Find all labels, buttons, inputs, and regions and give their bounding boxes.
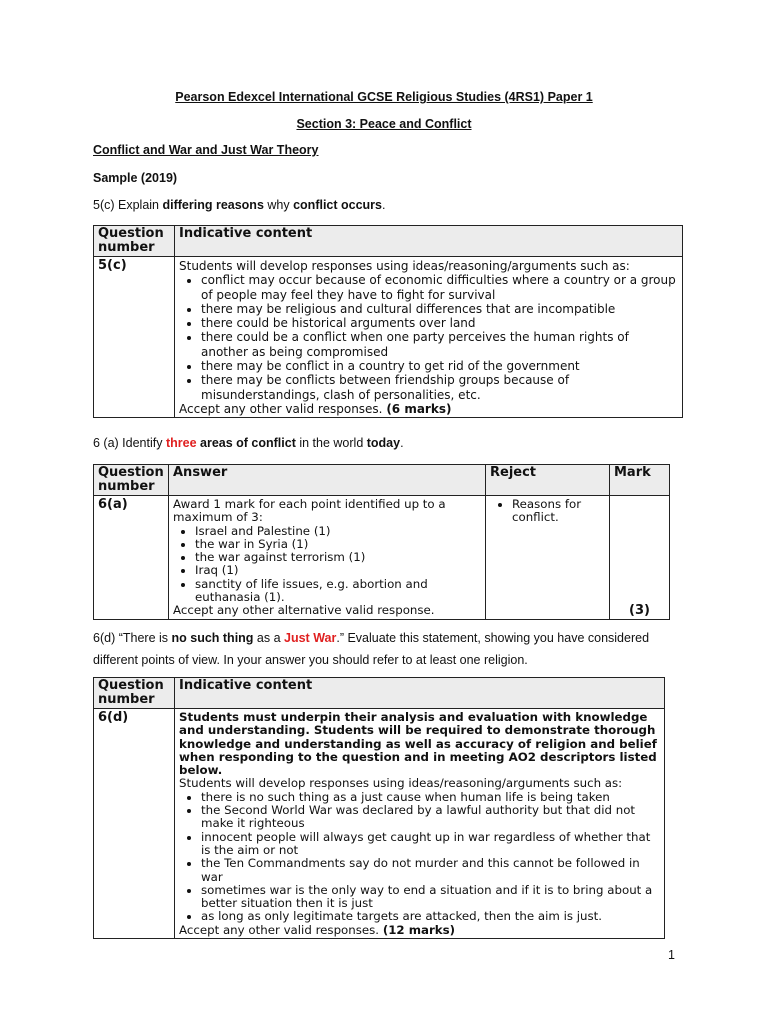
table-header-row [94, 465, 670, 496]
list-item: • there could be historical arguments over land [201, 316, 678, 330]
table-row [94, 496, 670, 620]
answer-bullet-list [173, 525, 481, 605]
content-bullet-list [179, 791, 660, 924]
table-header-row [94, 678, 665, 709]
table-header-row [94, 226, 683, 257]
column-header-reject: Reject [486, 465, 610, 496]
column-header-question-number: Question number [94, 678, 175, 709]
column-header-indicative-content: Indicative content [175, 226, 683, 257]
section-title: Section 3: Peace and Conflict [296, 117, 472, 131]
sample-label: Sample (2019) [93, 171, 178, 185]
question-5c-table [93, 225, 683, 418]
mark-value: (3) [629, 602, 650, 618]
table-row [94, 709, 665, 939]
question-6a-prompt: 6 (a) Identify three areas of conflict in the world today. [93, 436, 404, 450]
list-item: • the war against terrorism (1) [195, 551, 481, 564]
question-6d-prompt-line2: different points of view. In your answer you should refer to at least one religion. [93, 653, 528, 667]
list-item: • there may be conflict in a country to get rid of the government [201, 359, 678, 373]
content-bullet-list [179, 273, 678, 402]
list-item: • there is no such thing as a just cause when human life is being taken [201, 791, 660, 804]
list-item: • there could be a conflict when one party perceives the human rights of another as being compromised [201, 330, 678, 359]
question-6d-table [93, 677, 665, 939]
page-number: 1 [668, 948, 675, 962]
accept-line: Accept any other valid responses. (12 marks) [179, 922, 456, 937]
question-6d-prompt: 6(d) “There is no such thing as a Just War.” Evaluate this statement, showing you have considered [93, 631, 650, 645]
indicative-content-cell [175, 257, 683, 418]
topic-heading: Conflict and War and Just War Theory [93, 143, 319, 157]
list-item: • conflict may occur because of economic difficulties where a country or a group of people may feel they have to fight for survival [201, 273, 678, 302]
list-item: • Reasons for conflict. [512, 498, 605, 525]
list-item: • there may be religious and cultural differences that are incompatible [201, 302, 678, 316]
list-item: • the Second World War was declared by a lawful authority but that did not make it righteous [201, 804, 660, 831]
content-intro: Students will develop responses using ideas/reasoning/arguments such as: [179, 259, 630, 273]
question-6a-table [93, 464, 670, 620]
reject-cell [486, 496, 610, 620]
column-header-answer: Answer [169, 465, 486, 496]
question-5c-prompt: 5(c) Explain differing reasons why conflict occurs. [93, 198, 386, 212]
content-paragraph: Students must underpin their analysis and evaluation with knowledge and understanding. Students will be required to demonstrate thorough knowledge and understanding as well as accuracy of religion and belief when responding to the question and in meeting AO2 descriptors listed below. [179, 710, 657, 778]
list-item: • the war in Syria (1) [195, 538, 481, 551]
marks-value: (6 marks) [386, 401, 452, 416]
question-id: 5(c) [94, 257, 175, 418]
column-header-indicative-content: Indicative content [175, 678, 665, 709]
list-item: • sanctity of life issues, e.g. abortion and euthanasia (1). [195, 578, 481, 605]
list-item: • Iraq (1) [195, 564, 481, 577]
mark-cell [610, 496, 670, 620]
question-id: 6(a) [94, 496, 169, 620]
column-header-question-number: Question number [94, 226, 175, 257]
list-item: • sometimes war is the only way to end a situation and if it is to bring about a better situation then it is just [201, 884, 660, 911]
list-item: • there may be conflicts between friendship groups because of misunderstandings, clash of personalities, etc. [201, 373, 678, 402]
list-item: • as long as only legitimate targets are attacked, then the aim is just. [201, 910, 660, 923]
document-title: Pearson Edexcel International GCSE Religious Studies (4RS1) Paper 1 [175, 90, 593, 104]
table-row [94, 257, 683, 418]
accept-line: Accept any other alternative valid response. [173, 603, 435, 618]
marks-value: (12 marks) [382, 922, 456, 937]
column-header-question-number: Question number [94, 465, 169, 496]
answer-cell [169, 496, 486, 620]
column-header-mark: Mark [610, 465, 670, 496]
list-item: • Israel and Palestine (1) [195, 525, 481, 538]
answer-intro: Award 1 mark for each point identified up to a maximum of 3: [173, 497, 446, 525]
list-item: • the Ten Commandments say do not murder and this cannot be followed in war [201, 857, 660, 884]
indicative-content-cell [175, 709, 665, 939]
question-id: 6(d) [94, 709, 175, 939]
reject-bullet-list [490, 498, 605, 525]
list-item: • innocent people will always get caught up in war regardless of whether that is the aim or not [201, 831, 660, 858]
content-intro: Students will develop responses using ideas/reasoning/arguments such as: [179, 776, 623, 791]
accept-line: Accept any other valid responses. (6 marks) [179, 401, 452, 416]
